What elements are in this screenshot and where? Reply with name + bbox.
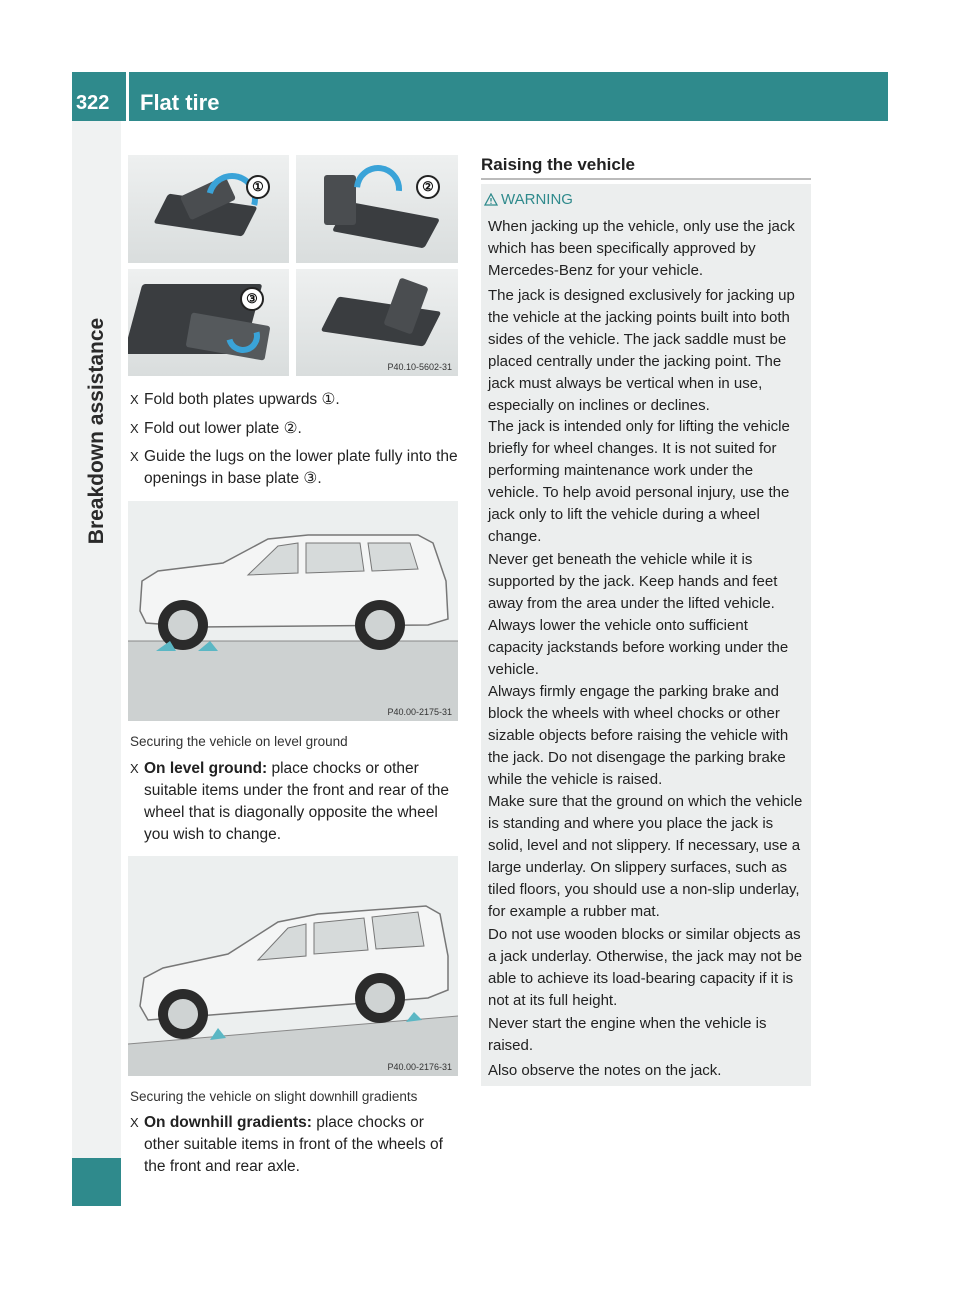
step-marker: X bbox=[130, 449, 139, 464]
downhill-figure bbox=[128, 856, 458, 1076]
jack-plates-figure bbox=[128, 155, 458, 376]
warning-triangle-icon bbox=[484, 193, 498, 206]
subsection-rule bbox=[481, 178, 811, 180]
step-marker: X bbox=[130, 421, 139, 436]
suv-downhill-illustration bbox=[128, 856, 458, 1076]
plate-tile-3 bbox=[128, 269, 289, 376]
sidebar-block bbox=[72, 1158, 121, 1206]
step-bold-label: On level ground: bbox=[144, 760, 268, 777]
step-guide-lugs bbox=[130, 446, 460, 490]
step-marker: X bbox=[130, 1115, 139, 1130]
plate-tile-2 bbox=[296, 155, 458, 263]
step-marker: X bbox=[130, 761, 139, 776]
callout-1: ① bbox=[246, 175, 270, 199]
warning-paragraph: Also observe the notes on the jack. bbox=[488, 1062, 722, 1079]
step-downhill bbox=[130, 1112, 460, 1178]
warning-paragraph: Never get beneath the vehicle while it is supported by the jack. Keep hands and feet away from the area under the lifted vehicle. Always lower the vehicle onto sufficient capacity jackstands before working under the vehicle. bbox=[488, 551, 789, 678]
warning-paragraph: The jack is intended only for lifting the vehicle briefly for wheel changes. It is not suited for performing maintenance work under the vehicle. To help avoid personal injury, use the jack only to lift the vehicle during a wheel change. bbox=[488, 418, 790, 545]
plate-tile-1 bbox=[128, 155, 289, 263]
step-text: Fold out lower plate ②. bbox=[144, 420, 302, 437]
step-fold-plates bbox=[130, 389, 460, 411]
figure-code: P40.00-2176-31 bbox=[387, 1062, 452, 1072]
level-ground-figure bbox=[128, 501, 458, 721]
warning-paragraph: When jacking up the vehicle, only use the jack which has been specifically approved by Mercedes-Benz for your vehicle. bbox=[488, 218, 795, 279]
step-text bbox=[130, 1112, 460, 1178]
callout-2: ② bbox=[416, 175, 440, 199]
sidebar-label-wrap bbox=[72, 121, 121, 721]
step-bold-label: On downhill gradients: bbox=[144, 1114, 312, 1131]
header-divider bbox=[126, 72, 129, 121]
suv-level-illustration bbox=[128, 501, 458, 721]
figure-code: P40.00-2175-31 bbox=[387, 707, 452, 717]
step-marker: X bbox=[130, 392, 139, 407]
plate-tile-4 bbox=[296, 269, 458, 376]
callout-3: ③ bbox=[240, 287, 264, 311]
warning-paragraph: Do not use wooden blocks or similar objects as a jack underlay. Otherwise, the jack may not be able to achieve its load-bearing capacity if it is not at its full height. bbox=[488, 926, 803, 1009]
warning-label: WARNING bbox=[501, 191, 573, 208]
subsection-title: Raising the vehicle bbox=[481, 155, 635, 174]
section-title: Flat tire bbox=[140, 90, 220, 115]
step-body: place chocks or other suitable items in front of the wheels of the front and rear axle. bbox=[144, 1114, 443, 1175]
page-number: 322 bbox=[76, 92, 110, 114]
plate-image bbox=[324, 175, 356, 225]
figure-code: P40.10-5602-31 bbox=[387, 362, 452, 372]
step-body: place chocks or other suitable items under the front and rear of the wheel that is diagonally opposite the wheel you wish to change. bbox=[144, 760, 450, 843]
warning-paragraph: Always firmly engage the parking brake and block the wheels with wheel chocks or other sizable objects before raising the vehicle with the jack. Do not disengage the parking brake while the vehicle is raised. bbox=[488, 683, 789, 788]
plate-image bbox=[321, 297, 442, 347]
step-text bbox=[130, 758, 460, 846]
step-text: Fold both plates upwards ①. bbox=[144, 391, 340, 408]
step-text: Guide the lugs on the lower plate fully into the openings in base plate ③. bbox=[144, 448, 458, 487]
sidebar-label: Breakdown assistance bbox=[84, 317, 108, 545]
warning-paragraph: Make sure that the ground on which the vehicle is standing and where you place the jack is solid, level and not slippery. If necessary, use a large underlay. On slippery surfaces, such as tiled floors, you should use a non-slip underlay, for example a rubber mat. bbox=[488, 793, 803, 920]
figure-caption: Securing the vehicle on level ground bbox=[130, 734, 348, 749]
figure-caption: Securing the vehicle on slight downhill gradients bbox=[130, 1089, 418, 1104]
warning-paragraph: The jack is designed exclusively for jacking up the vehicle at the jacking points built into both sides of the vehicle. The jack saddle must be placed centrally under the jacking point. The jack must always be vertical when in use, especially on inclines or declines. bbox=[488, 287, 795, 414]
warning-paragraph: Never start the engine when the vehicle is raised. bbox=[488, 1015, 767, 1054]
step-fold-lower-plate bbox=[130, 418, 460, 440]
step-level-ground bbox=[130, 758, 460, 846]
